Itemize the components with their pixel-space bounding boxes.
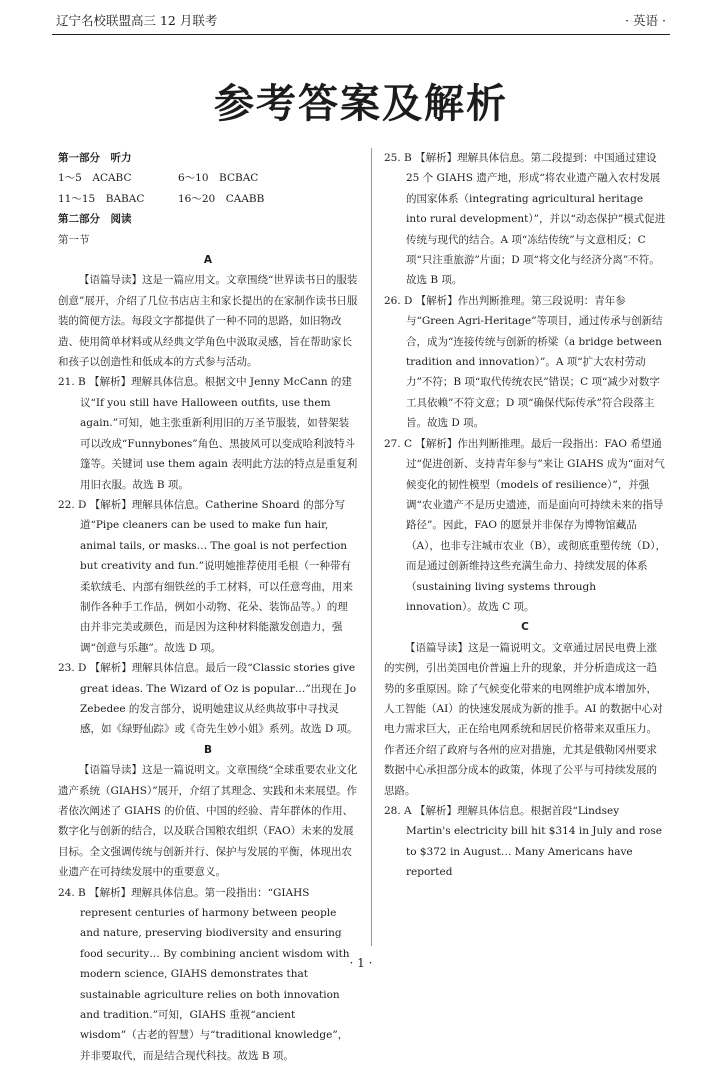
answer-cell: 1～5 ACABC <box>58 172 132 185</box>
passage-a-label: A <box>203 254 213 267</box>
passage-c-label: C <box>521 621 529 634</box>
answer-row <box>58 189 358 209</box>
subject-label: · 英语 · <box>625 13 666 28</box>
question-25-explanation: 25. B 【解析】理解具体信息。第二段提到：中国通过建设 25 个 GIAHS 遗产地，形成“将农业遗产融入农村发展的国家体系（integrating agricultural heritage into rural development）”，并以“动态保护”模式促进传统与现代的结合。A 项“冻结传统”与文意相反；C 项“只注重旅游”片面；D 项“将文化与经济分离”不符。故选 B 项。 <box>384 152 666 287</box>
part1-heading: 第一部分 听力 <box>58 152 132 164</box>
answer-row <box>58 168 358 188</box>
column-divider <box>371 148 372 946</box>
page-title: 参考答案及解析 <box>214 81 508 127</box>
passage-a-intro: 【语篇导读】这是一篇应用文。文章围绕“世界读书日的服装创意”展开，介绍了几位书店店主和家长提出的在家制作读书日服装的简便方法。每段文字都提供了一种不同的思路，如旧物改造、使用简单材料或从经典文学角色中汲取灵感，旨在帮助家长和孩子以创造性和低成本的方式参与活动。 <box>58 274 358 369</box>
passage-b-intro: 【语篇导读】这是一篇说明文。文章围绕“全球重要农业文化遗产系统（GIAHS）”展开，介绍了其理念、实践和未来展望。作者依次阐述了 GIAHS 的价值、中国的经验、青年群体的作用、数字化与创新的结合，以及联合国粮农组织（FAO）未来的发展目标。全文强调传统与创新并行、保护与发展的平衡，体现出农业遗产在可持续发展中的重要意义。 <box>58 764 358 879</box>
question-27-explanation: 27. C 【解析】作出判断推理。最后一段指出：FAO 希望通过“促进创新、支持青年参与”来让 GIAHS 成为“面对气候变化的韧性模型（models of resilience）”，并强调“农业遗产不是历史遗迹，而是面向可持续未来的指导路径”。因此，FAO 的愿景并非保存为博物馆藏品（A），也非专注城市农业（B），或彻底重塑传统（D），而是通过创新维持这些充满生命力、持续发展的体系（sustaining living systems through innovation）。故选 C 项。 <box>384 437 666 613</box>
question-21-explanation: 21. B 【解析】理解具体信息。根据文中 Jenny McCann 的建议“If you still have Halloween outfits, use them again.”可知，她主张重新利用旧的万圣节服装，如替架装可以改成“Funnybones”角色、黑披风可以变成哈利波特斗篷等。关键词 use them again 表明此方法的特点是重复利用旧衣服。故选 B 项。 <box>58 376 358 491</box>
question-22-explanation: 22. D 【解析】理解具体信息。Catherine Shoard 的部分写道“Pipe cleaners can be used to make fun hair, animal tails, or masks… The goal is not perfection but creativity and fun.”说明她推荐使用毛根（一种带有柔软绒毛、内部有细铁丝的手工材料，可以任意弯曲，用来制作各种手工作品，例如小动物、花朵、装饰品等。）的理由并非完美或颜色，而是因为这种材料能激发创造力，强调“创意与乐趣”。故选 D 项。 <box>58 498 353 654</box>
passage-c-intro: 【语篇导读】这是一篇说明文。文章通过居民电费上涨的实例，引出美国电价普遍上升的现象，并分析造成这一趋势的多重原因。除了气候变化带来的电网维护成本增加外，人工智能（AI）的快速发展成为新的推手。AI 的数据中心对电力需求巨大，正在给电网系统和居民价格带来双重压力。作者还介绍了政府与各州的应对措施，尤其是俄勒冈州要求数据中心承担部分成本的政策，体现了公平与可持续发展的思路。 <box>384 641 663 797</box>
passage-b-label: B <box>203 743 212 756</box>
answer-cell: 11～15 BABAC <box>58 192 145 205</box>
part2-heading: 第二部分 阅读 <box>58 213 132 226</box>
header-rule <box>52 34 670 35</box>
answer-cell: 16～20 CAABB <box>178 192 265 205</box>
left-column <box>58 148 358 1066</box>
section-label: 第一节 <box>58 233 90 246</box>
answer-cell: 6～10 BCBAC <box>178 172 259 185</box>
question-26-explanation: 26. D 【解析】作出判断推理。第三段说明：青年参与“Green Agri-Heritage”等项目，通过传承与创新结合，成为“连接传统与创新的桥梁（a bridge between tradition and innovation）”。A 项“扩大农村劳动力”不符；B 项“取代传统农民”错误；C 项“减少对数字工具依赖”不符文意；D 项“确保代际传承”符合段落主旨。故选 D 项。 <box>384 294 663 430</box>
question-24-explanation: 24. B 【解析】理解具体信息。第一段指出：“GIAHS represent centuries of harmony between people and nature, preserving biodiversity and ensuring food security… By combining ancient wisdom with modern science, GIAHS demonstrates that sustainable agriculture relies on both innovation and tradition.”可知，GIAHS 重视“ancient wisdom”（古老的智慧）与“traditional knowledge”，并非要取代，而是结合现代科技。故选 B 项。 <box>58 886 350 1062</box>
right-column <box>384 148 666 883</box>
page-number: · 1 · <box>349 956 373 970</box>
question-23-explanation: 23. D 【解析】理解具体信息。最后一段“Classic stories give great ideas. The Wizard of Oz is popular…”出现在 Jo Zebedee 的发言部分，说明她建议从经典故事中寻找灵感，如《绿野仙踪》或《奇先生妙小姐》系列。故选 D 项。 <box>58 662 358 736</box>
page-header <box>52 10 670 32</box>
exam-name: 辽宁名校联盟高三 12 月联考 <box>56 13 218 28</box>
question-28-explanation: 28. A 【解析】理解具体信息。根据首段“Lindsey Martin's electricity bill hit $314 in July and rose to $372 in August… Many Americans have reported <box>384 805 662 879</box>
